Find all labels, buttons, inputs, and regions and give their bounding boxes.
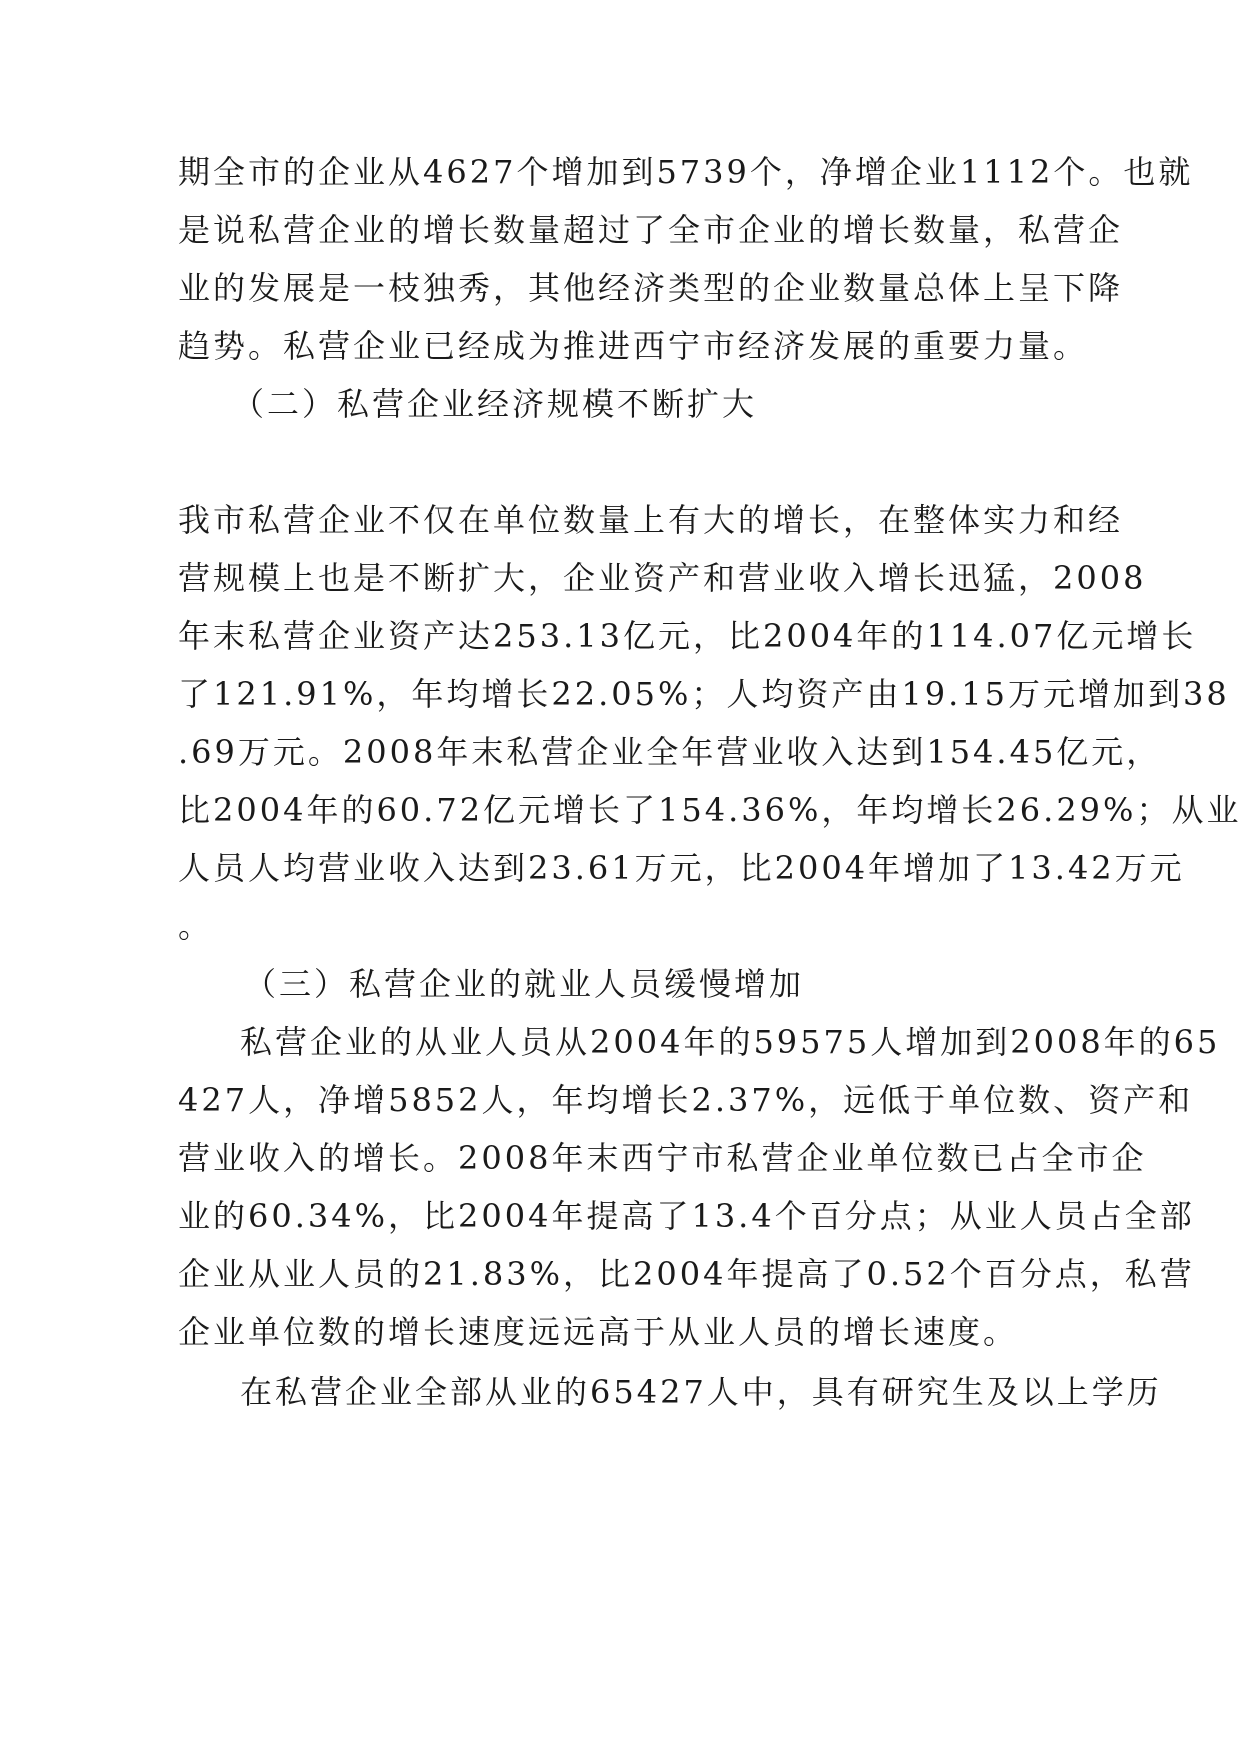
paragraph-line: 私营企业的从业人员从2004年的59575人增加到2008年的65 [240,1023,1221,1061]
paragraph-line: 趋势。私营企业已经成为推进西宁市经济发展的重要力量。 [178,327,1089,365]
paragraph-line: .69万元。2008年末私营企业全年营业收入达到154.45亿元， [178,733,1162,771]
paragraph-line: 业的发展是一枝独秀，其他经济类型的企业数量总体上呈下降 [178,269,1124,307]
paragraph-line: 企业从业人员的21.83%，比2004年提高了0.52个百分点，私营 [178,1255,1195,1293]
paragraph-line: 人员人均营业收入达到23.61万元，比2004年增加了13.42万元 [178,849,1185,887]
paragraph-line: 。 [178,907,214,945]
paragraph-line: 期全市的企业从4627个增加到5739个，净增企业1112个。也就 [178,153,1194,191]
section-heading-2: （二）私营企业经济规模不断扩大 [232,385,758,423]
paragraph-line: 年末私营企业资产达253.13亿元，比2004年的114.07亿元增长 [178,617,1197,655]
paragraph-line: 营规模上也是不断扩大，企业资产和营业收入增长迅猛，2008 [178,559,1147,597]
section-heading-3: （三）私营企业的就业人员缓慢增加 [244,965,805,1003]
paragraph-line: 比2004年的60.72亿元增长了154.36%，年均增长26.29%；从业 [178,791,1241,829]
paragraph-line: 了121.91%，年均增长22.05%；人均资产由19.15万元增加到38 [178,675,1230,713]
paragraph-line: 在私营企业全部从业的65427人中，具有研究生及以上学历 [240,1373,1162,1411]
paragraph-line: 427人，净增5852人，年均增长2.37%，远低于单位数、资产和 [178,1081,1194,1119]
paragraph-line: 我市私营企业不仅在单位数量上有大的增长，在整体实力和经 [178,501,1124,539]
paragraph-line: 营业收入的增长。2008年末西宁市私营企业单位数已占全市企 [178,1139,1147,1177]
paragraph-line: 业的60.34%，比2004年提高了13.4个百分点；从业人员占全部 [178,1197,1195,1235]
paragraph-line: 是说私营企业的增长数量超过了全市企业的增长数量，私营企 [178,211,1124,249]
paragraph-line: 企业单位数的增长速度远远高于从业人员的增长速度。 [178,1313,1019,1351]
